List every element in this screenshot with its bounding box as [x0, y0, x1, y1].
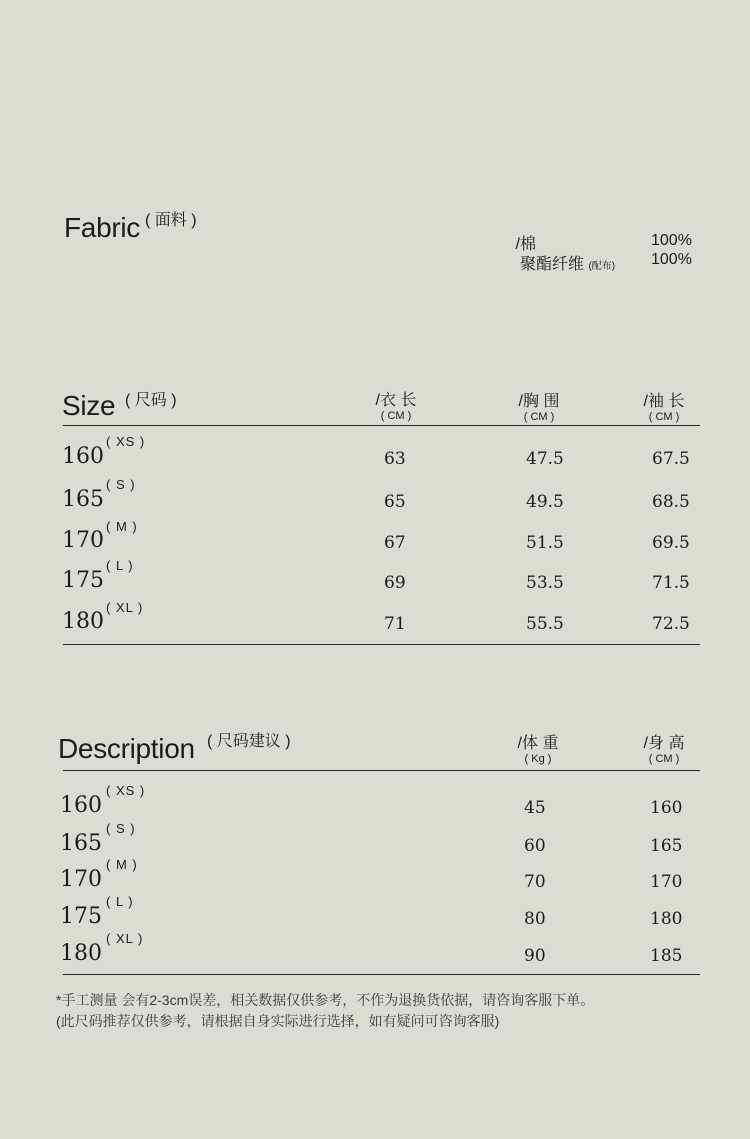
- column-header: /衣 长: [375, 392, 417, 409]
- cell-length: 67: [384, 533, 406, 553]
- table-row: [62, 558, 702, 598]
- row-code: ( L ): [106, 558, 134, 573]
- cell-chest: 53.5: [526, 573, 564, 593]
- row-size: 175: [62, 568, 104, 593]
- row-size: 165: [60, 831, 102, 856]
- column-unit: ( Kg ): [524, 753, 552, 765]
- column-unit: ( CM ): [648, 411, 680, 423]
- row-code: ( XL ): [106, 931, 144, 946]
- desc-col-height: [634, 730, 694, 765]
- size-subtitle: ( 尺码 ): [125, 392, 177, 409]
- table-row: [60, 821, 700, 857]
- cell-weight: 60: [524, 836, 546, 856]
- cell-weight: 90: [524, 946, 546, 966]
- row-code: ( XS ): [106, 434, 146, 449]
- row-size: 175: [60, 904, 102, 929]
- size-col-length: [366, 387, 426, 422]
- cell-length: 63: [384, 449, 406, 469]
- cell-weight: 45: [524, 798, 546, 818]
- desc-col-weight: [508, 730, 568, 765]
- cell-length: 65: [384, 492, 406, 512]
- column-unit: ( CM ): [648, 753, 680, 765]
- column-header: /胸 围: [518, 393, 560, 410]
- row-size: 160: [62, 444, 104, 469]
- table-row: [60, 931, 700, 967]
- fabric-percent-2: 100%: [651, 251, 692, 268]
- cell-height: 165: [650, 836, 683, 856]
- size-col-sleeve: [634, 388, 694, 423]
- table-row: [60, 783, 700, 819]
- cell-sleeve: 67.5: [652, 449, 690, 469]
- material-name: /棉: [515, 236, 536, 253]
- cell-chest: 47.5: [526, 449, 564, 469]
- fabric-percent-1: 100%: [651, 232, 692, 249]
- cell-height: 185: [650, 946, 683, 966]
- table-row: [60, 857, 700, 893]
- description-title: Description: [58, 733, 195, 764]
- cell-sleeve: 69.5: [652, 533, 690, 553]
- row-code: ( S ): [106, 821, 136, 836]
- cell-length: 71: [384, 614, 406, 634]
- size-footer-rule: [63, 644, 700, 645]
- row-size: 180: [62, 609, 104, 634]
- row-code: ( XL ): [106, 600, 144, 615]
- table-row: [62, 434, 702, 474]
- column-header: /袖 长: [643, 393, 685, 410]
- row-code: ( XS ): [106, 783, 146, 798]
- row-code: ( S ): [106, 477, 136, 492]
- column-header: /体 重: [517, 735, 559, 752]
- size-col-chest: [509, 388, 569, 423]
- row-code: ( L ): [106, 894, 134, 909]
- cell-height: 160: [650, 798, 683, 818]
- cell-height: 170: [650, 872, 683, 892]
- column-unit: ( CM ): [523, 411, 555, 423]
- row-code: ( M ): [106, 857, 138, 872]
- table-row: [62, 600, 702, 640]
- column-unit: ( CM ): [380, 410, 412, 422]
- row-size: 170: [60, 867, 102, 892]
- table-row: [60, 894, 700, 930]
- table-row: [62, 477, 702, 517]
- cell-sleeve: 71.5: [652, 573, 690, 593]
- row-size: 160: [60, 793, 102, 818]
- cell-height: 180: [650, 909, 683, 929]
- cell-length: 69: [384, 573, 406, 593]
- material-sub: (配布): [588, 261, 616, 272]
- cell-sleeve: 72.5: [652, 614, 690, 634]
- row-size: 180: [60, 941, 102, 966]
- row-code: ( M ): [106, 519, 138, 534]
- cell-chest: 49.5: [526, 492, 564, 512]
- cell-weight: 80: [524, 909, 546, 929]
- fabric-title: Fabric: [64, 212, 140, 243]
- cell-chest: 51.5: [526, 533, 564, 553]
- measurement-note: *手工测量 会有2-3cm误差，相关数据仅供参考，不作为退换货依据，请咨询客服下单。: [56, 992, 595, 1008]
- fabric-subtitle: ( 面料 ): [145, 212, 197, 229]
- material-name: 聚酯纤维: [520, 256, 585, 273]
- cell-sleeve: 68.5: [652, 492, 690, 512]
- row-size: 165: [62, 487, 104, 512]
- recommendation-note: (此尺码推荐仅供参考，请根据自身实际进行选择，如有疑问可咨询客服): [56, 1013, 500, 1029]
- cell-chest: 55.5: [526, 614, 564, 634]
- table-row: [62, 519, 702, 559]
- description-header-rule: [63, 770, 700, 771]
- size-header-rule: [63, 425, 700, 426]
- row-size: 170: [62, 528, 104, 553]
- cell-weight: 70: [524, 872, 546, 892]
- description-footer-rule: [63, 974, 700, 975]
- size-title: Size: [62, 390, 116, 421]
- column-header: /身 高: [643, 735, 685, 752]
- description-subtitle: ( 尺码建议 ): [207, 733, 291, 750]
- fabric-material-2: [520, 251, 615, 274]
